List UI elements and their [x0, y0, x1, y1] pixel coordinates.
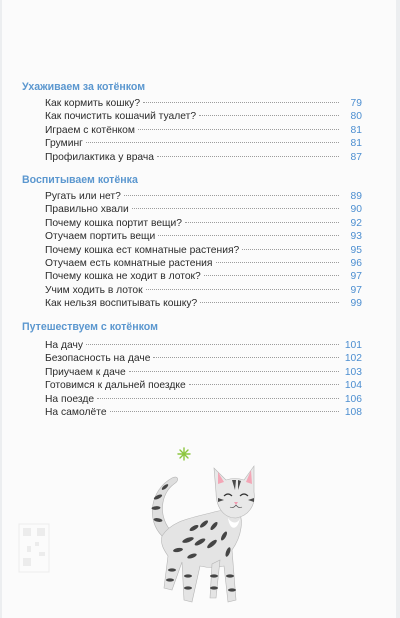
entry-page-number: 106: [344, 393, 362, 405]
entry-page-number: 80: [350, 111, 362, 123]
entry-page-number: 97: [350, 271, 362, 283]
toc-entry[interactable]: [45, 366, 362, 379]
entry-label: Ругать или нет?: [45, 191, 121, 202]
dot-leader: [242, 249, 339, 250]
toc-entry[interactable]: [45, 230, 362, 243]
toc-entry[interactable]: [45, 97, 362, 110]
entry-label: Почему кошка не ходит в лоток?: [45, 271, 201, 283]
entry-label: Отучаем портить вещи: [45, 231, 156, 243]
entry-page-number: 79: [350, 98, 362, 109]
section-title: Ухаживаем за котёнком: [22, 81, 146, 93]
dot-leader: [132, 208, 339, 209]
toc-entry[interactable]: [45, 297, 362, 310]
entry-page-number: 89: [350, 191, 362, 202]
dot-leader: [204, 275, 339, 276]
toc-entry[interactable]: [45, 352, 362, 365]
toc-entry[interactable]: [45, 151, 362, 164]
entry-page-number: 95: [350, 244, 362, 256]
entry-label: Груминг: [45, 138, 83, 150]
toc-entry[interactable]: [45, 284, 362, 297]
dot-leader: [200, 302, 339, 303]
entry-label: Учим ходить в лоток: [45, 284, 143, 296]
entry-label: Как нельзя воспитывать кошку?: [45, 298, 198, 310]
sparkle-icon: [178, 448, 190, 460]
entry-label: На самолёте: [45, 406, 107, 418]
dot-leader: [199, 115, 339, 116]
entry-page-number: 103: [344, 366, 362, 378]
entry-page-number: 81: [350, 124, 362, 136]
dot-leader: [216, 262, 339, 263]
dot-leader: [86, 344, 339, 345]
toc-entry[interactable]: [45, 203, 362, 216]
toc-entry[interactable]: [45, 393, 362, 406]
entry-page-number: 93: [350, 231, 362, 243]
toc-entry[interactable]: [45, 406, 362, 419]
entry-label: Приучаем к даче: [45, 366, 126, 378]
toc-section-care: [22, 79, 362, 164]
dot-leader: [153, 357, 339, 358]
dot-leader: [143, 102, 339, 103]
entry-page-number: 97: [350, 284, 362, 296]
dot-leader: [157, 156, 339, 157]
toc-section-travel: [22, 319, 362, 419]
striped-cat-illustration: [132, 440, 272, 615]
toc-section-training: [22, 172, 362, 311]
dot-leader: [158, 235, 339, 236]
entry-page-number: 99: [350, 298, 362, 310]
toc-entry[interactable]: [45, 124, 362, 137]
dot-leader: [138, 129, 339, 130]
section-title: Путешествуем с котёнком: [22, 321, 158, 333]
entry-label: На дачу: [45, 340, 84, 351]
dot-leader: [129, 371, 339, 372]
entry-label: Играем с котёнком: [45, 124, 135, 136]
dot-leader: [146, 289, 339, 290]
toc-entry[interactable]: [45, 137, 362, 150]
toc-entry[interactable]: [45, 257, 362, 270]
toc-page: [2, 0, 396, 618]
entry-page-number: 108: [344, 406, 362, 418]
entry-label: На поезде: [45, 393, 95, 405]
entry-label: Отучаем есть комнатные растения: [45, 257, 213, 269]
toc-entry[interactable]: [45, 270, 362, 283]
entry-label: Почему кошка портит вещи?: [45, 217, 183, 229]
toc-entry[interactable]: [45, 190, 362, 203]
entry-label: Правильно хвали: [45, 204, 129, 216]
dot-leader: [110, 411, 339, 412]
entry-page-number: 96: [350, 257, 362, 269]
toc-entry[interactable]: [45, 379, 362, 392]
entry-page-number: 104: [344, 380, 362, 392]
entry-label: Профилактика у врача: [45, 151, 155, 163]
entry-label: Безопасность на даче: [45, 353, 151, 365]
dot-leader: [189, 384, 339, 385]
entry-page-number: 101: [344, 340, 362, 351]
toc-entry[interactable]: [45, 339, 362, 352]
toc-entry[interactable]: [45, 217, 362, 230]
entry-page-number: 81: [350, 138, 362, 150]
dot-leader: [124, 195, 339, 196]
entry-page-number: 87: [350, 151, 362, 163]
section-title: Воспитываем котёнка: [22, 174, 138, 186]
toc-entry[interactable]: [45, 110, 362, 123]
qr-code-ghost: [17, 520, 51, 576]
entry-page-number: 102: [344, 353, 362, 365]
entry-page-number: 92: [350, 217, 362, 229]
dot-leader: [185, 222, 339, 223]
dot-leader: [86, 142, 339, 143]
entry-page-number: 90: [350, 204, 362, 216]
dot-leader: [97, 398, 339, 399]
entry-label: Как почистить кошачий туалет?: [45, 111, 197, 123]
entry-label: Как кормить кошку?: [45, 98, 141, 109]
entry-label: Готовимся к дальней поездке: [45, 380, 186, 392]
toc-entry[interactable]: [45, 244, 362, 257]
entry-label: Почему кошка ест комнатные растения?: [45, 244, 240, 256]
